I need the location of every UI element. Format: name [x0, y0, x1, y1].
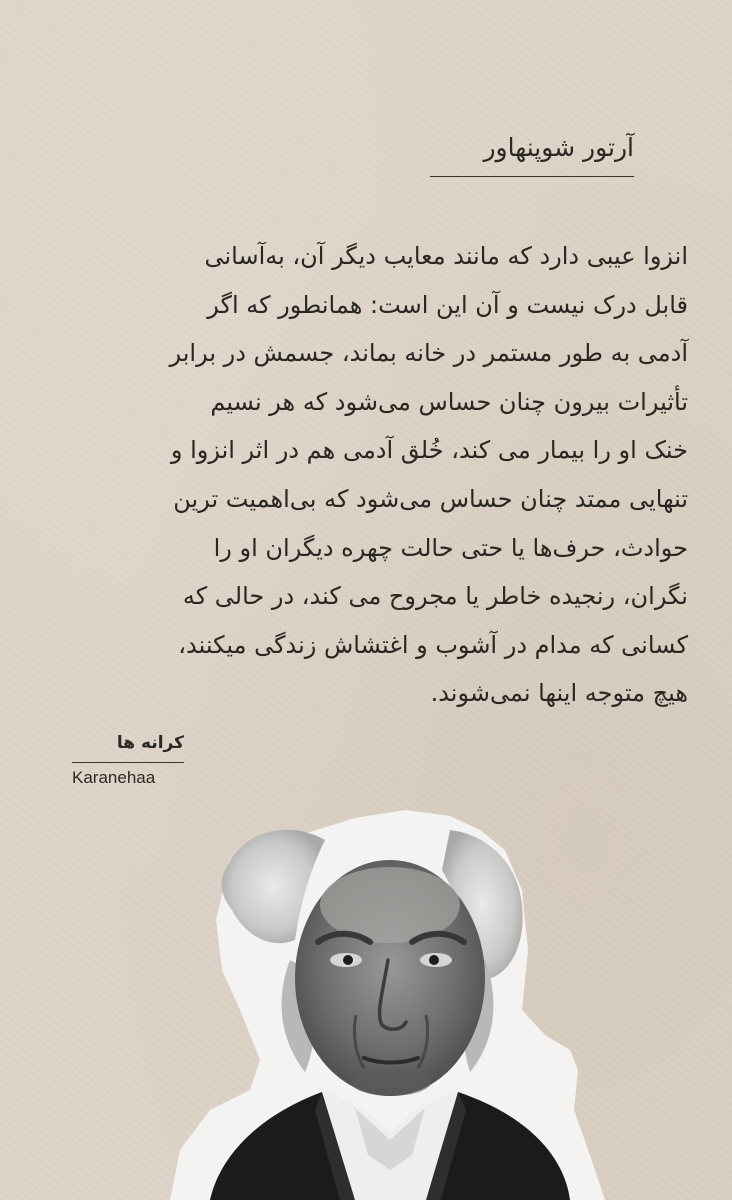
quote-line: خنک او را بیمار می کند، خُلق آدمی هم در اثر انزوا و — [170, 436, 688, 465]
quote-line: تنهایی ممتد چنان حساس می‌شود که بی‌اهمیت ترین — [173, 484, 688, 513]
quote-line: حوادث، حرف‌ها یا حتی حالت چهره دیگران او را — [213, 533, 688, 562]
portrait-illustration — [150, 810, 650, 1200]
brand-signature — [72, 726, 184, 791]
portrait-photo — [150, 810, 650, 1200]
brand-name-latin: Karanehaa — [72, 768, 156, 787]
quote-line: کسانی که مدام در آشوب و اغتشاش زندگی میکنند، — [178, 630, 688, 659]
brand-divider — [72, 762, 184, 763]
author-underline — [430, 176, 634, 177]
quote-line: آدمی به طور مستمر در خانه بماند، جسمش در برابر — [169, 339, 688, 368]
author-name: آرتور شوپنهاور — [483, 133, 634, 162]
quote-line: نگران، رنجیده خاطر یا مجروح می کند، در حالی که — [182, 582, 688, 611]
quote-line: انزوا عیبی دارد که مانند معایب دیگر آن، به‌آسانی — [204, 242, 688, 270]
quote-text — [58, 232, 688, 718]
quote-line: تأثیرات بیرون چنان حساس می‌شود که هر نسیم — [210, 387, 688, 416]
quote-line: هیچ متوجه اینها نمی‌شوند. — [430, 679, 688, 708]
quote-line: قابل درک نیست و آن این است: همانطور که اگر — [207, 290, 688, 319]
brand-name-persian: کرانه ها — [116, 733, 184, 753]
